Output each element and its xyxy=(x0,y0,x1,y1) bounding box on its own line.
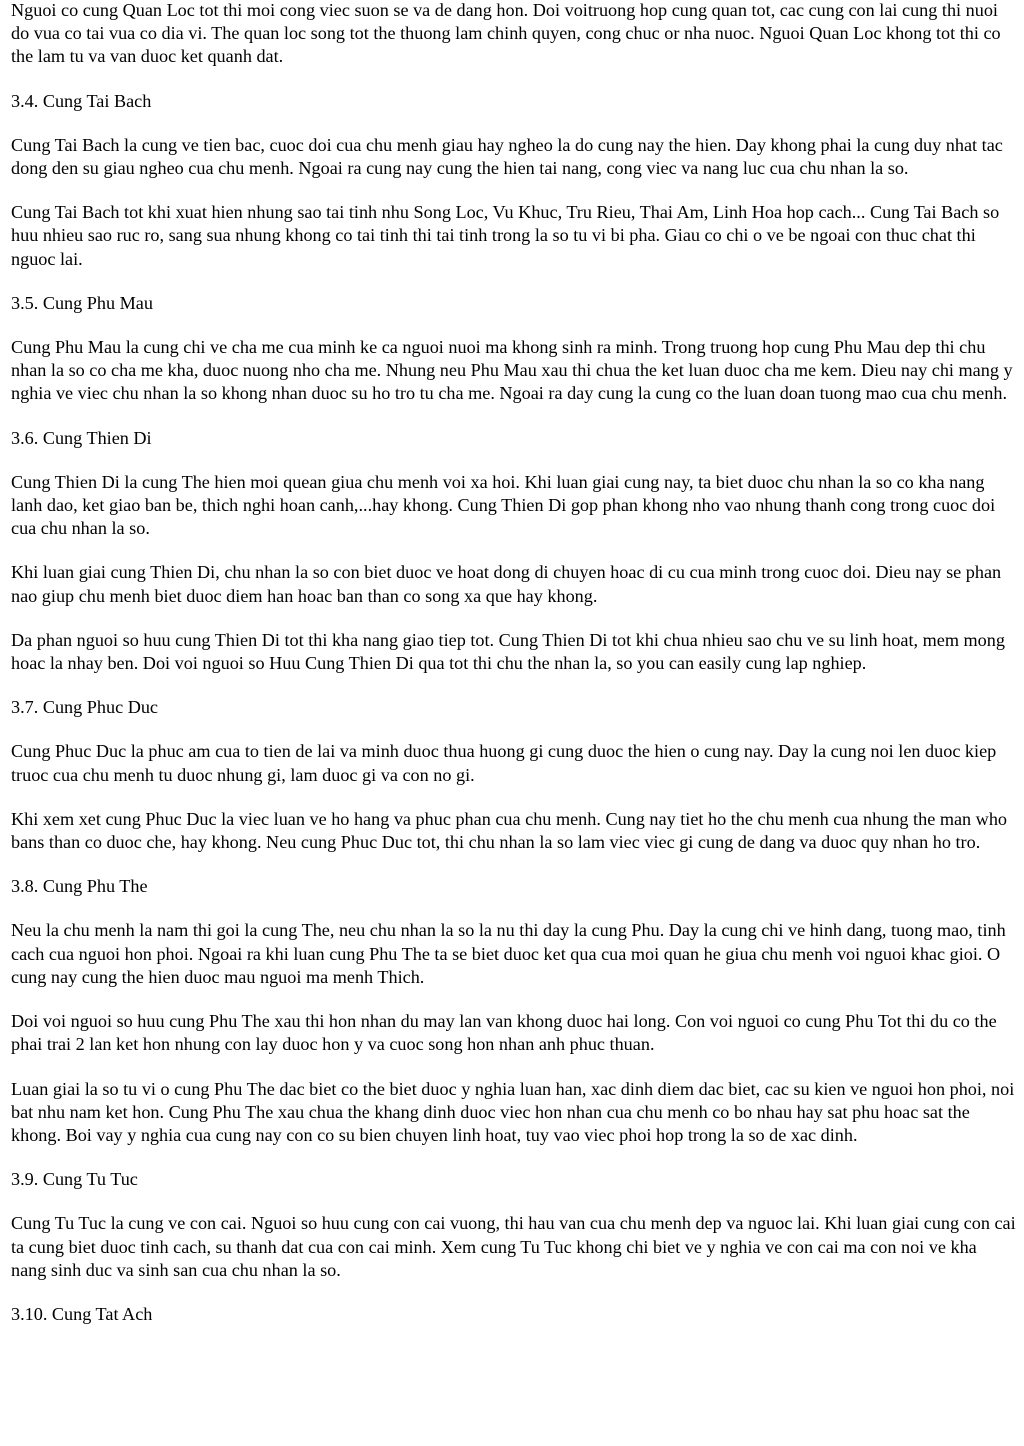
paragraph-phu-the-intro: Neu la chu menh la nam thi goi la cung The, neu chu nhan la so la nu thi day la cung Phu. Day la cung chi ve hinh dang, tuong mao, tinh cach cua nguoi hon phoi. Ngoai ra khi luan cung Phu The ta se biet duoc ket qua cua moi quan he giua chu menh voi nguoi khac gioi. O cung nay cung the hien duoc mau nguoi ma menh Thich. xyxy=(11,920,1006,987)
paragraph-phu-mau: Cung Phu Mau la cung chi ve cha me cua minh ke ca nguoi nuoi ma khong sinh ra minh. Trong truong hop cung Phu Mau dep thi chu nhan la so co cha me kha, duoc nuong nho cha me. Nhung neu Phu Mau xau thi chua the ket luan duoc cha me kem. Dieu nay chi mang y nghia ve viec chu nhan la so khong nhan duoc su ho tro tu cha me. Ngoai ra day cung la cung co the luan doan tuong mao cua chu menh. xyxy=(11,337,1013,404)
heading-cung-tai-bach: 3.4. Cung Tai Bach xyxy=(11,90,152,111)
heading-cung-tu-tuc: 3.9. Cung Tu Tuc xyxy=(11,1169,138,1190)
document-page xyxy=(11,0,1016,1347)
paragraph-thien-di-intro: Cung Thien Di la cung The hien moi quean giua chu menh voi xa hoi. Khi luan giai cung nay, ta biet duoc chu nhan la so co kha nang lanh dao, ket giao ban be, thich nghi hoan canh,...hay khong. Cung Thien Di gop phan khong nho vao nhung thanh cong trong cuoc doi cua chu nhan la so. xyxy=(11,471,996,539)
heading-cung-phu-mau: 3.5. Cung Phu Mau xyxy=(11,292,153,313)
heading-cung-phu-the: 3.8. Cung Phu The xyxy=(11,876,148,897)
heading-cung-phuc-duc: 3.7. Cung Phuc Duc xyxy=(11,697,159,718)
heading-cung-thien-di: 3.6. Cung Thien Di xyxy=(11,427,152,448)
paragraph-thien-di-communication: Da phan nguoi so huu cung Thien Di tot thi kha nang giao tiep tot. Cung Thien Di tot khi chua nhieu sao chu ve su linh hoat, mem mong hoac la nhay ben. Doi voi nguoi so Huu Cung Thien Di qua tot thi chu the nhan la, so you can easily cung lap nghiep. xyxy=(11,629,1005,674)
paragraph-phuc-duc-family: Khi xem xet cung Phuc Duc la viec luan ve ho hang va phuc phan cua chu menh. Cung nay tiet ho the chu menh cua nhung the man who bans than co duoc che, hay khong. Neu cung Phuc Duc tot, thi chu nhan la so lam viec viec gi cung de dang va duoc quy nhan ho tro. xyxy=(11,808,1008,853)
paragraph-phu-the-interpretation: Luan giai la so tu vi o cung Phu The dac biet co the biet duoc y nghia luan han, xac dinh diem dac biet, cac su kien ve nguoi hon phoi, noi bat nhu nam ket hon. Cung Phu The xau chua the khang dinh duoc viec hon nhan cua chu menh co bo nhau hay sat phu hoac sat the khong. Boi vay y nghia cua cung nay con co su bien chuyen linh hoat, tuy vao viec phoi hop trong la so de xac dinh. xyxy=(11,1078,1015,1145)
paragraph-phu-the-marriage: Doi voi nguoi so huu cung Phu The xau thi hon nhan du may lan van khong duoc hai long. Con voi nguoi co cung Phu Tot thi du co the phai trai 2 lan ket hon nhung con lay duoc hon y va cuoc song hon nhan anh phuc thuan. xyxy=(11,1011,997,1055)
heading-cung-tat-ach: 3.10. Cung Tat Ach xyxy=(11,1303,153,1324)
paragraph-tai-bach-stars: Cung Tai Bach tot khi xuat hien nhung sao tai tinh nhu Song Loc, Vu Khuc, Tru Rieu, Thai Am, Linh Hoa hop cach... Cung Tai Bach so huu nhieu sao ruc ro, sang sua nhung khong co tai tinh thi tai tinh trong la so tu vi bi pha. Giau co chi o ve be ngoai con thuc chat thi nguoc lai. xyxy=(11,202,1000,269)
paragraph-tai-bach-intro: Cung Tai Bach la cung ve tien bac, cuoc doi cua chu menh giau hay ngheo la do cung nay the hien. Day khong phai la cung duy nhat tac dong den su giau ngheo cua chu menh. Ngoai ra cung nay cung the hien tai nang, cong viec va nang luc cua chu nhan la so. xyxy=(11,134,1003,179)
paragraph-tu-tuc: Cung Tu Tuc la cung ve con cai. Nguoi so huu cung con cai vuong, thi hau van cua chu menh dep va nguoc lai. Khi luan giai cung con cai ta cung biet duoc tinh cach, su thanh dat cua con cai minh. Xem cung Tu Tuc khong chi biet ve y nghia ve con cai ma con noi ve kha nang sinh duc va sinh san cua chu nhan la so. xyxy=(11,1213,1016,1280)
paragraph-thien-di-movement: Khi luan giai cung Thien Di, chu nhan la so con biet duoc ve hoat dong di chuyen hoac di cu cua minh trong cuoc doi. Dieu nay se phan nao giup chu menh biet duoc diem han hoac ban than co song xa que hay khong. xyxy=(11,562,1002,606)
paragraph-quan-loc-summary: Nguoi co cung Quan Loc tot thi moi cong viec suon se va de dang hon. Doi voitruong hop cung quan tot, cac cung con lai cung thi nuoi do vua co tai vua co dia vi. The quan loc song tot the thuong lam chinh quyen, cong chuc or nha nuoc. Nguoi Quan Loc khong tot thi co the lam tu va van duoc ket quanh dat. xyxy=(11,0,1001,67)
paragraph-phuc-duc-intro: Cung Phuc Duc la phuc am cua to tien de lai va minh duoc thua huong gi cung duoc the hien o cung nay. Day la cung noi len duoc kiep truoc cua chu menh tu duoc nhung gi, lam duoc gi va con no gi. xyxy=(11,741,997,785)
